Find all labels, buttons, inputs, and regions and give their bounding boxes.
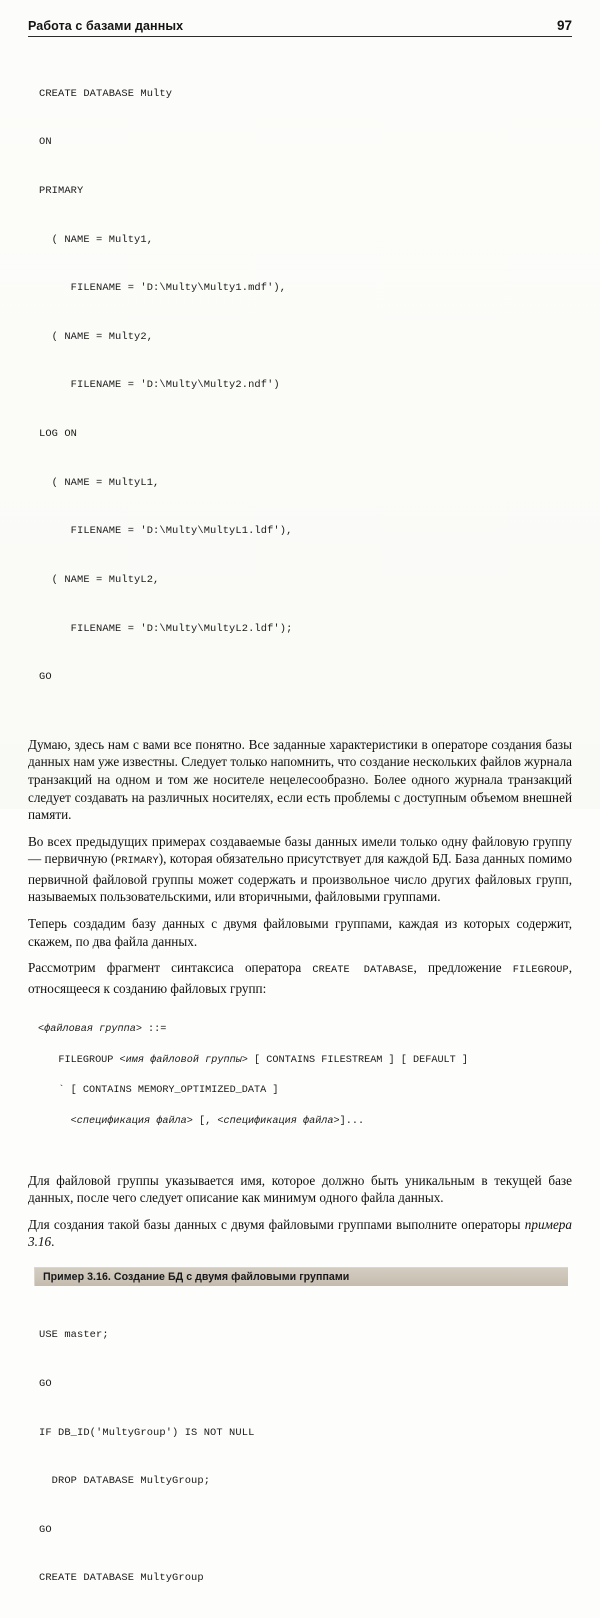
code-line: USE master; bbox=[39, 1329, 109, 1342]
code-line: ( NAME = Multy1, bbox=[39, 233, 154, 246]
syntax-line-3: ` [ CONTAINS MEMORY_OPTIMIZED_DATA ] bbox=[58, 1085, 279, 1097]
paragraph-2-text-b: ), которая обязательно присутствует для каждой БД. База данных помимо первичной файловой группы может содержать и произвольное число других файловых групп, называемых пользовательскими, или вторичными, файловыми группами. bbox=[28, 851, 572, 905]
code-line: ON bbox=[39, 136, 52, 149]
example-caption-bar bbox=[34, 1267, 568, 1286]
example-reference: примера 3.16 bbox=[28, 1216, 572, 1250]
syntax-line-1 bbox=[38, 1022, 572, 1037]
running-head bbox=[28, 0, 572, 33]
running-head-title: Работа с базами данных bbox=[28, 19, 184, 33]
paragraph-5: Для файловой группы указывается имя, которое должно быть уникальным в текущей базе данных, после чего следует описание как минимум одного файла данных. bbox=[28, 1172, 572, 1206]
syntax-nonterminal-file-spec-1: <спецификация файла> bbox=[70, 1116, 193, 1128]
code-line: CREATE DATABASE MultyGroup bbox=[39, 1572, 204, 1585]
syntax-definition-block bbox=[38, 1006, 572, 1160]
code-line: IF DB_ID('MultyGroup') IS NOT NULL bbox=[39, 1426, 255, 1439]
paragraph-2-text-a: Во всех предыдущих примерах создаваемые базы данных имели только одну файловую группу — первичную ( bbox=[28, 833, 572, 867]
code-line: ( NAME = MultyL1, bbox=[39, 476, 160, 489]
code-block-example-3-16 bbox=[39, 1295, 572, 1618]
code-line: FILENAME = 'D:\Multy\MultyL2.ldf'); bbox=[39, 622, 293, 635]
code-line: ( NAME = MultyL2, bbox=[39, 573, 160, 586]
paragraph-6-text-b: . bbox=[51, 1234, 55, 1250]
code-line: ( NAME = Multy2, bbox=[39, 330, 154, 343]
paragraph-4-text-a: Рассмотрим фрагмент синтаксиса оператора bbox=[28, 960, 313, 976]
code-line: FILENAME = 'D:\Multy\Multy2.ndf') bbox=[39, 379, 280, 392]
syntax-nonterminal-file-spec-2: <спецификация файла> bbox=[217, 1116, 340, 1128]
syntax-line-2 bbox=[38, 1053, 572, 1068]
example-caption-text: Пример 3.16. Создание БД с двумя файловыми группами bbox=[43, 1270, 350, 1283]
code-line: GO bbox=[39, 1523, 52, 1536]
paragraph-4-text-b: , предложение bbox=[413, 960, 513, 976]
code-line: CREATE DATABASE Multy bbox=[39, 87, 173, 100]
paragraph-3: Теперь создадим базу данных с двумя файловыми группами, каждая из которых содержит, скажем, по два файла данных. bbox=[28, 916, 572, 949]
paragraph-4-text-c: , относящееся к созданию файловых групп: bbox=[28, 960, 573, 996]
syntax-nonterminal-group-name: <имя файловой группы> bbox=[119, 1054, 248, 1066]
header-rule bbox=[28, 36, 572, 37]
paragraph-6-text-a: Для создания такой базы данных с двумя файловыми группами выполните операторы bbox=[28, 1216, 525, 1232]
code-line: GO bbox=[39, 671, 52, 684]
code-block-create-database-multy bbox=[39, 53, 572, 717]
syntax-keyword-filegroup: FILEGROUP bbox=[58, 1054, 120, 1066]
paragraph-6 bbox=[28, 1216, 572, 1251]
syntax-line-2-rest: [ CONTAINS FILESTREAM ] [ DEFAULT ] bbox=[247, 1054, 469, 1066]
syntax-line-1-rest: ::= bbox=[141, 1023, 167, 1035]
syntax-line-4-mid: [, bbox=[192, 1116, 218, 1128]
code-line: PRIMARY bbox=[39, 185, 84, 198]
code-line: FILENAME = 'D:\Multy\MultyL1.ldf'), bbox=[39, 525, 293, 538]
paragraph-4 bbox=[28, 959, 572, 997]
syntax-line-4 bbox=[38, 1114, 572, 1129]
syntax-nonterminal-filegroup: <файловая группа> bbox=[38, 1023, 142, 1035]
code-line: DROP DATABASE MultyGroup; bbox=[39, 1475, 211, 1488]
page-number: 97 bbox=[556, 18, 572, 33]
inline-code-primary: PRIMARY bbox=[115, 856, 159, 868]
code-line: LOG ON bbox=[39, 428, 78, 441]
code-line: FILENAME = 'D:\Multy\Multy1.mdf'), bbox=[39, 282, 287, 295]
inline-code-create-database: CREATE DATABASE bbox=[312, 965, 414, 977]
code-line: GO bbox=[39, 1377, 52, 1390]
paragraph-2 bbox=[28, 833, 572, 906]
syntax-line-4-end: ]... bbox=[339, 1116, 365, 1128]
paragraph-1: Думаю, здесь нам с вами все понятно. Все заданные характеристики в операторе создания базы данных нам уже известны. Следует только напомнить, что создание нескольких файлов журнала транзакций на одном и том же носителе нецелесообразно. Более одного журнала транзакций следует создавать на различных носителях, если есть проблемы с доступным объемом внешней памяти. bbox=[28, 736, 572, 823]
inline-code-filegroup: FILEGROUP bbox=[512, 965, 569, 977]
